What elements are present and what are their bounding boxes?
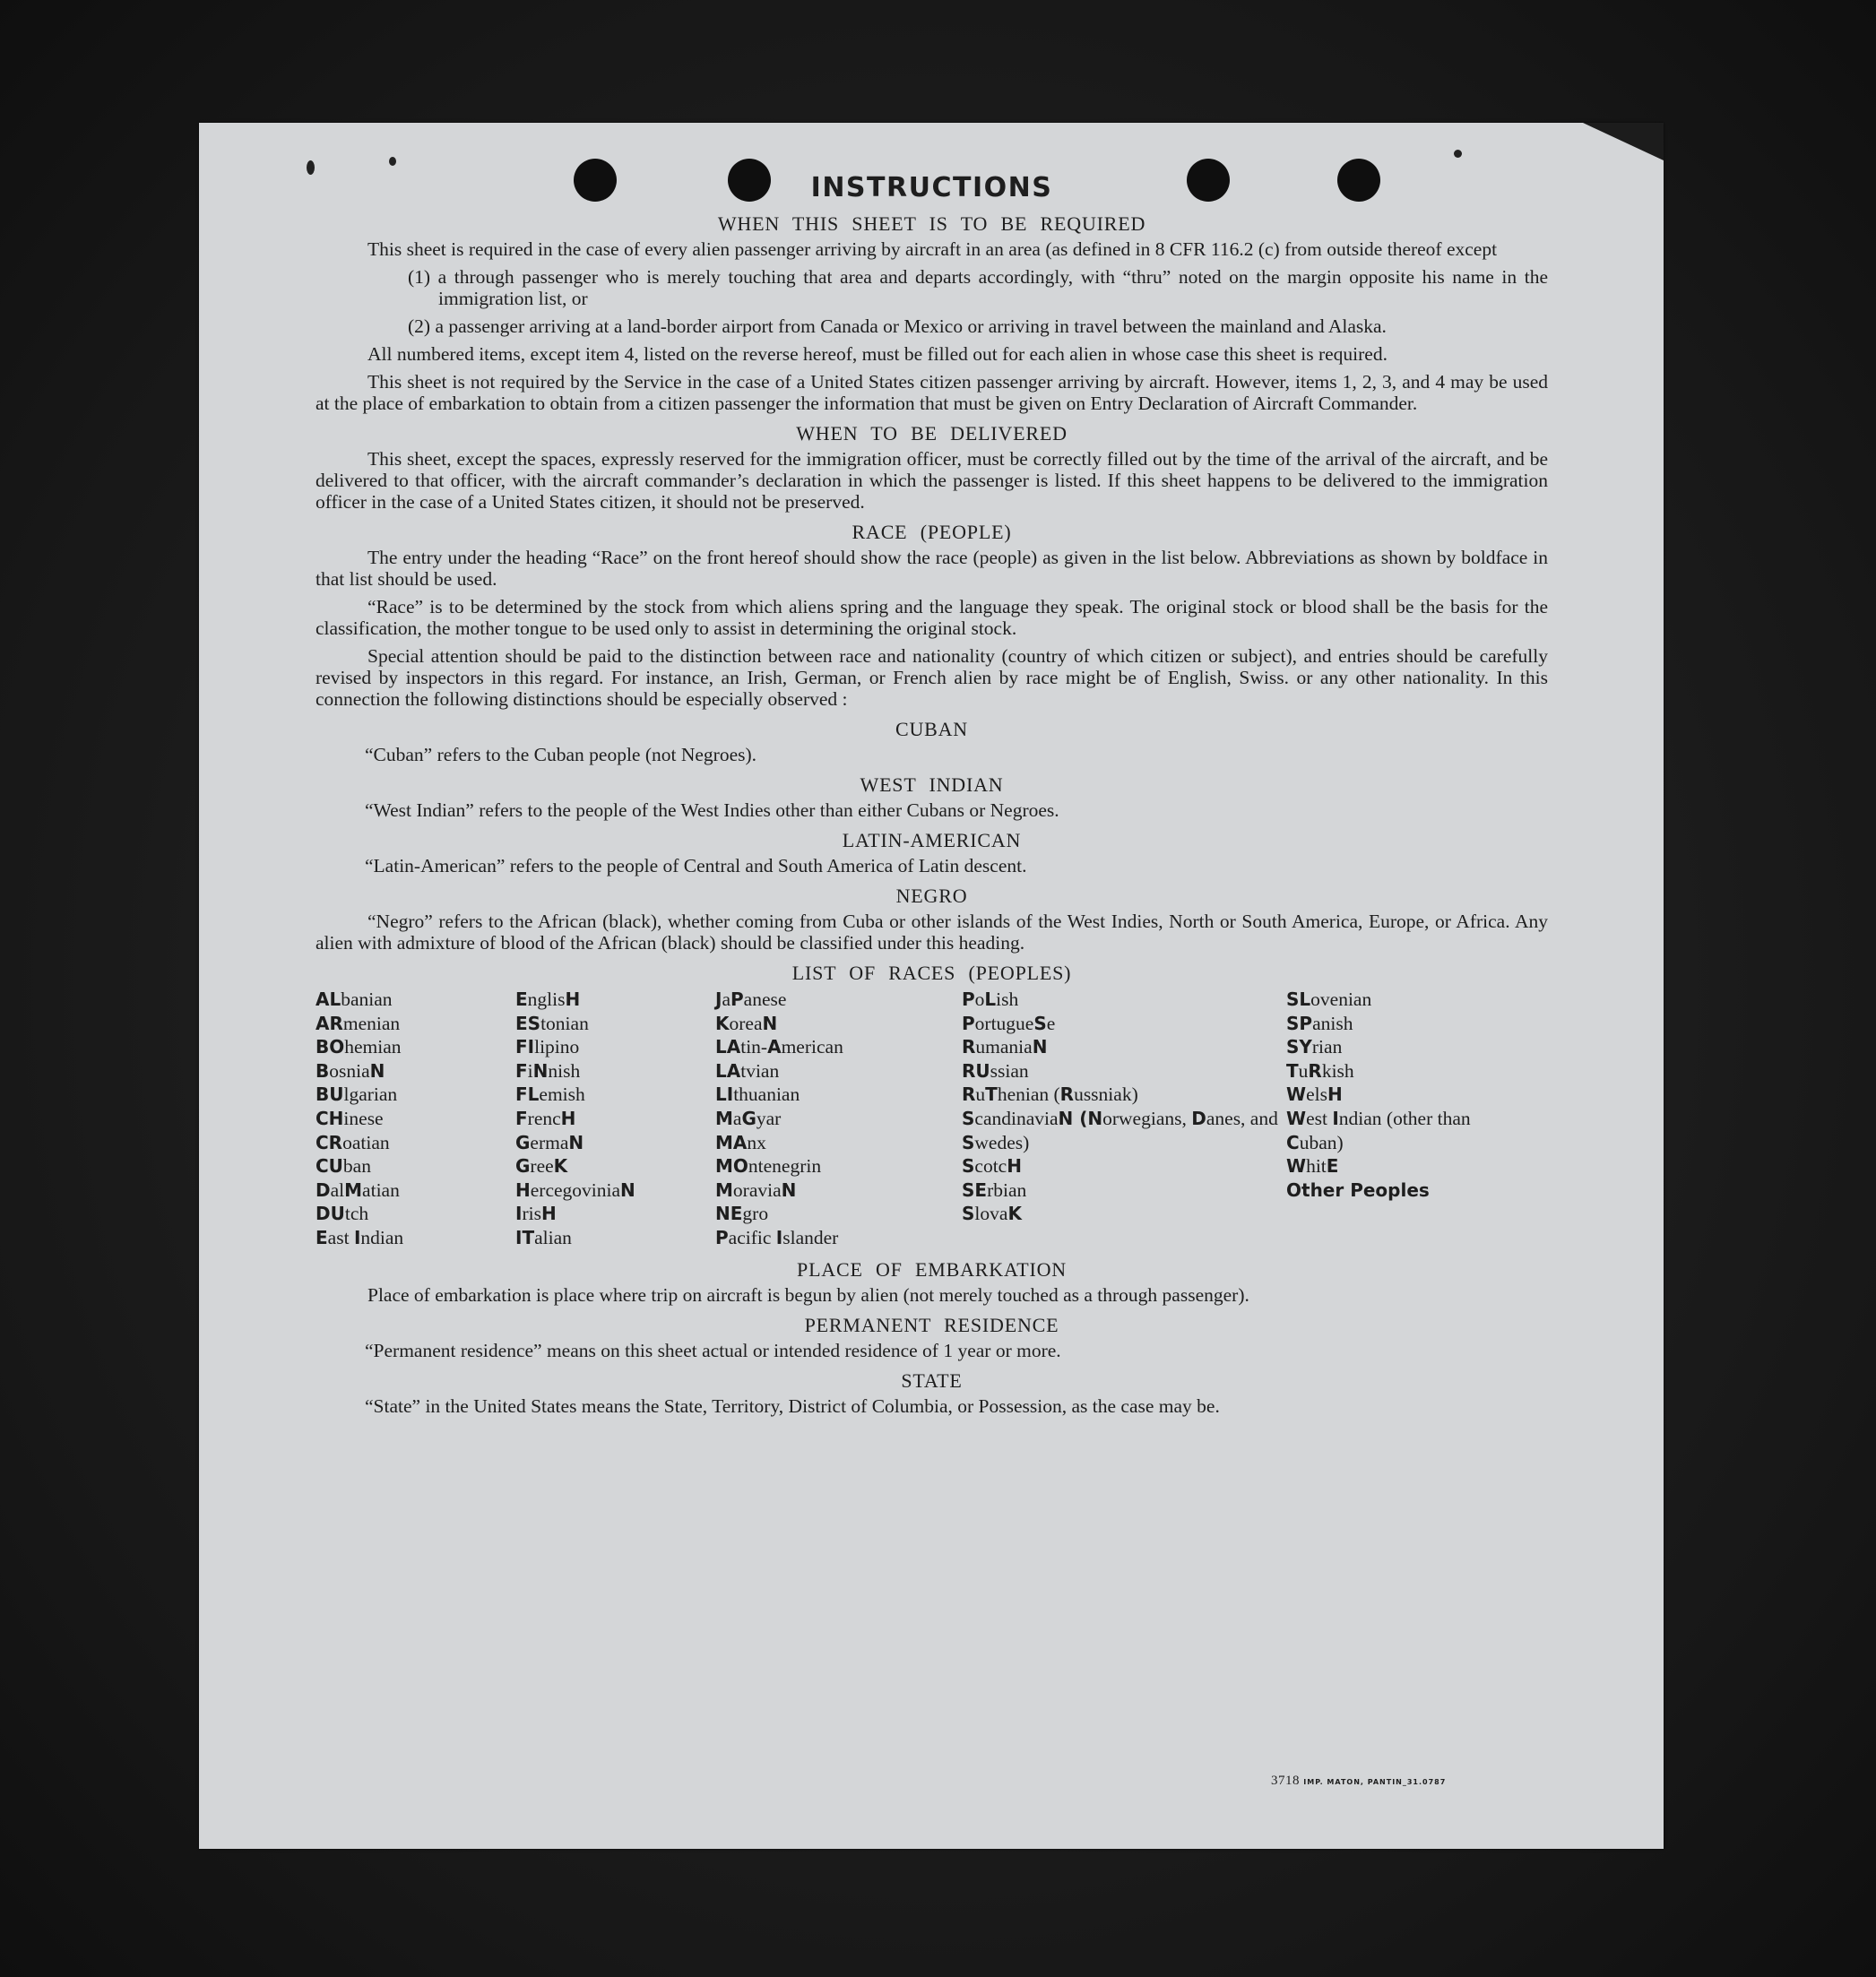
exception-item: (1) a through passenger who is merely touching that area and departs accordingly, with “thru” noted on the margin opposite his name in the immigration list, or xyxy=(408,266,1548,309)
race-list xyxy=(316,988,1548,1250)
race-entry: BOhemian xyxy=(316,1036,402,1058)
race-column xyxy=(962,988,1286,1250)
instructions-content xyxy=(316,172,1548,1423)
race-entry: BUlgarian xyxy=(316,1083,398,1106)
page-title: INSTRUCTIONS xyxy=(810,172,1053,203)
race-entry: CHinese xyxy=(316,1107,384,1129)
paragraph: “Race” is to be determined by the stock from which aliens spring and the language they speak. The original stock or blood shall be the basis for the classification, the mother tongue to be used only to assist in determining the original stock. xyxy=(316,596,1548,639)
race-entry: DalMatian xyxy=(316,1178,400,1201)
section-heading: RACE (PEOPLE) xyxy=(852,521,1012,543)
race-entry: MAnx xyxy=(715,1131,766,1153)
race-entry: NEgro xyxy=(715,1203,769,1225)
race-column xyxy=(715,988,962,1250)
race-column xyxy=(515,988,715,1250)
race-entry: LIthuanian xyxy=(715,1083,800,1106)
race-entry: JaPanese xyxy=(715,988,787,1010)
race-entry: ScandinaviaN (Norwegians, Danes, and Swedes) xyxy=(962,1107,1278,1153)
paragraph: “West Indian” refers to the people of the West Indies other than either Cubans or Negroes. xyxy=(365,799,1059,821)
race-entry: EStonian xyxy=(515,1012,589,1034)
paragraph: This sheet is not required by the Service in the case of a United States citizen passenger arriving by aircraft. However, items 1, 2, 3, and 4 may be used at the place of embarkation to obtain from a citizen passenger the information that must be given on Entry Declaration of Aircraft Commander. xyxy=(316,371,1548,414)
section-heading: PERMANENT RESIDENCE xyxy=(804,1313,1059,1336)
race-entry: FIlipino xyxy=(515,1036,580,1058)
race-column xyxy=(1286,988,1528,1250)
paragraph: Place of embarkation is place where trip on aircraft is begun by alien (not merely touched as a through passenger). xyxy=(367,1283,1249,1306)
section-heading: WEST INDIAN xyxy=(860,773,1004,796)
section-heading: NEGRO xyxy=(895,885,968,907)
sheet-corner-cut xyxy=(1583,123,1664,160)
race-entry: LAtin-American xyxy=(715,1036,843,1058)
race-entry: EnglisH xyxy=(515,988,581,1010)
race-entry: MaGyar xyxy=(715,1107,782,1129)
race-entry: PortugueSe xyxy=(962,1012,1056,1034)
section-heading: WHEN THIS SHEET IS TO BE REQUIRED xyxy=(717,212,1146,235)
paragraph: “Permanent residence” means on this sheet actual or intended residence of 1 year or more. xyxy=(365,1339,1061,1361)
paragraph: This sheet, except the spaces, expressly reserved for the immigration officer, must be correctly filled out by the time of the arrival of the aircraft, and be delivered to that officer, with the aircraft commander’s declaration in which the passenger is listed. If this sheet happens to be delivered to the immigration officer in the case of a United States citizen, it should not be preserved. xyxy=(316,448,1548,513)
race-entry: West Indian (other than Cuban) xyxy=(1286,1107,1471,1153)
race-entry: CUban xyxy=(316,1155,371,1178)
race-entry: MoraviaN xyxy=(715,1178,797,1201)
printer-name: IMP. MATON, PANTIN_31.0787 xyxy=(1303,1778,1447,1786)
race-entry: GreeK xyxy=(515,1155,568,1178)
form-code: 3718 xyxy=(1271,1774,1300,1788)
race-entry: SlovaK xyxy=(962,1203,1022,1225)
paragraph: The entry under the heading “Race” on the front hereof should show the race (people) as given in the list below. Abbreviations as shown by boldface in that list should be used. xyxy=(316,547,1548,590)
race-entry: Pacific Islander xyxy=(715,1226,839,1248)
document-sheet xyxy=(199,123,1664,1849)
race-entry: ARmenian xyxy=(316,1012,401,1034)
section-heading: STATE xyxy=(901,1368,963,1392)
section-heading: PLACE OF EMBARKATION xyxy=(797,1257,1067,1281)
race-entry: RumaniaN xyxy=(962,1036,1048,1058)
race-column xyxy=(316,988,515,1250)
race-entry: FLemish xyxy=(515,1083,585,1106)
race-entry: RuThenian (Russniak) xyxy=(962,1083,1138,1106)
paragraph: All numbered items, except item 4, listed on the reverse hereof, must be filled out for each alien in whose case this sheet is required. xyxy=(367,343,1388,365)
race-entry: IrisH xyxy=(515,1203,557,1225)
race-entry: SLovenian xyxy=(1286,988,1372,1010)
paragraph: “Latin-American” refers to the people of Central and South America of Latin descent. xyxy=(365,855,1027,876)
section-heading: LIST OF RACES (PEOPLES) xyxy=(791,962,1072,984)
race-entry: SPanish xyxy=(1286,1012,1353,1034)
speck xyxy=(389,157,396,166)
printer-mark xyxy=(1271,1774,1446,1789)
race-entry: PoLish xyxy=(962,988,1019,1010)
speck xyxy=(307,160,315,175)
race-entry: MOntenegrin xyxy=(715,1155,822,1178)
paragraph: “Negro” refers to the African (black), whether coming from Cuba or other islands of the West Indies, North or South America, Europe, or Africa. Any alien with admixture of blood of the African (black) should be classified under this heading. xyxy=(316,911,1548,954)
speck xyxy=(1454,150,1462,158)
race-entry: ITalian xyxy=(515,1226,572,1248)
race-entry: CRoatian xyxy=(316,1131,390,1153)
race-entry: SYrian xyxy=(1286,1036,1343,1058)
race-entry: GermaN xyxy=(515,1131,584,1153)
section-heading: CUBAN xyxy=(895,718,968,740)
race-entry: LAtvian xyxy=(715,1059,780,1082)
race-entry: RUssian xyxy=(962,1059,1029,1082)
race-entry: WhitE xyxy=(1286,1155,1339,1178)
paragraph: “Cuban” refers to the Cuban people (not Negroes). xyxy=(365,744,757,765)
race-entry: DUtch xyxy=(316,1203,369,1225)
paragraph: “State” in the United States means the State, Territory, District of Columbia, or Possession, as the case may be. xyxy=(365,1394,1220,1417)
race-entry: WelsH xyxy=(1286,1083,1343,1106)
race-entry: ScotcH xyxy=(962,1155,1022,1178)
race-entry: East Indian xyxy=(316,1226,404,1248)
race-entry: ALbanian xyxy=(316,988,393,1010)
race-entry: FrencH xyxy=(515,1107,576,1129)
race-entry: SErbian xyxy=(962,1178,1027,1201)
section-heading: LATIN-AMERICAN xyxy=(842,829,1022,851)
race-entry: Other Peoples xyxy=(1286,1178,1430,1201)
race-entry: HercegoviniaN xyxy=(515,1178,635,1201)
race-entry: KoreaN xyxy=(715,1012,778,1034)
paragraph: Special attention should be paid to the distinction between race and nationality (country of which citizen or subject), and entries should be carefully revised by inspectors in this regard. For instance, an Irish, German, or French alien by race might be of English, Swiss. or any other nationality. In this connection the following distinctions should be especially observed : xyxy=(316,645,1548,710)
exception-item: (2) a passenger arriving at a land-border airport from Canada or Mexico or arriving in travel between the mainland and Alaska. xyxy=(408,315,1387,337)
section-heading: WHEN TO BE DELIVERED xyxy=(796,422,1068,445)
paragraph: This sheet is required in the case of every alien passenger arriving by aircraft in an area (as defined in 8 CFR 116.2 (c) from outside thereof except xyxy=(367,238,1498,260)
race-entry: TuRkish xyxy=(1286,1059,1354,1082)
race-entry: FiNnish xyxy=(515,1059,581,1082)
race-entry: BosniaN xyxy=(316,1059,385,1082)
